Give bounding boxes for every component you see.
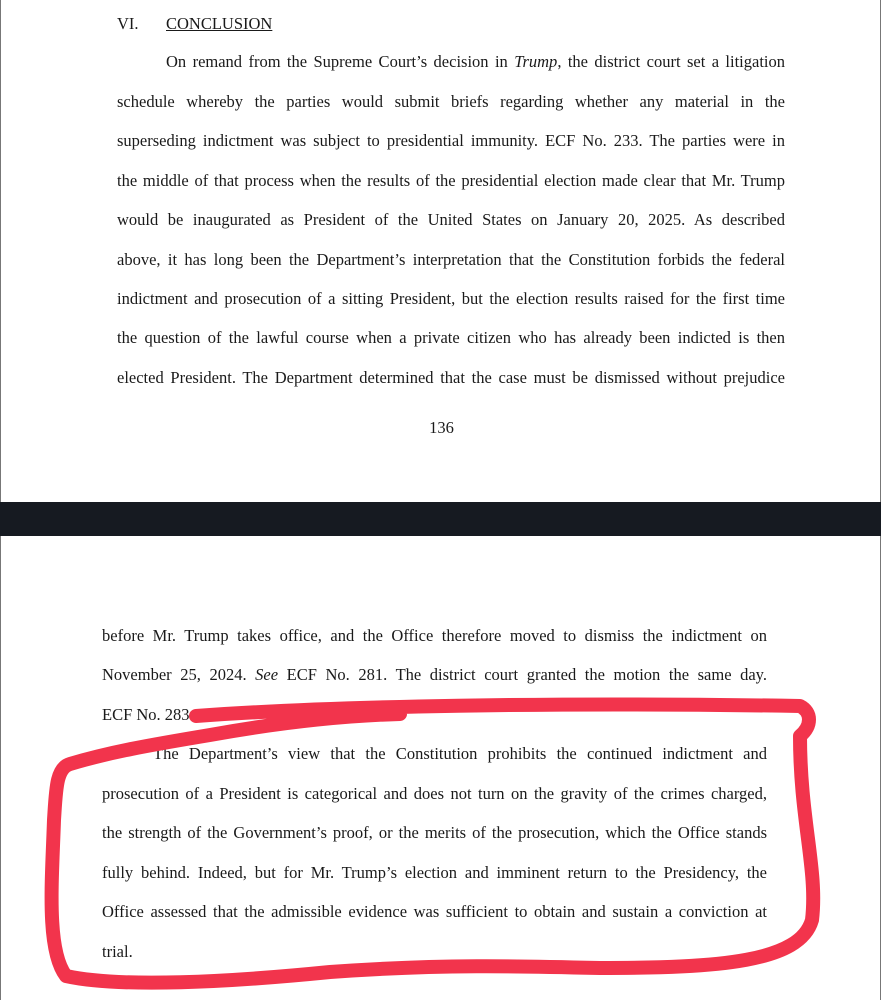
paragraph-line: above, it has long been the Department’s interpretation that the Constitution forbids the federal	[117, 250, 785, 269]
paragraph-line: the question of the lawful course when a private citizen who has already been indicted is then	[117, 328, 785, 347]
page-divider	[0, 502, 881, 536]
paragraph-line: prosecution of a President is categorical and does not turn on the gravity of the crimes charged,	[102, 784, 767, 803]
paragraph-line: before Mr. Trump takes office, and the Office therefore moved to dismiss the indictment on	[102, 626, 767, 645]
paragraph-line: ECF No. 283.	[102, 705, 194, 724]
paragraph-line: schedule whereby the parties would submit briefs regarding whether any material in the	[117, 92, 785, 111]
paragraph-line: The Department’s view that the Constitution prohibits the continued indictment and	[153, 744, 767, 763]
document-page-bottom	[0, 536, 881, 1000]
paragraph-line: would be inaugurated as President of the United States on January 20, 2025. As described	[117, 210, 785, 229]
paragraph-line: superseding indictment was subject to presidential immunity. ECF No. 233. The parties were in	[117, 131, 785, 150]
paragraph-line: the strength of the Government’s proof, or the merits of the prosecution, which the Office stands	[102, 823, 767, 842]
paragraph-line: Office assessed that the admissible evidence was sufficient to obtain and sustain a conviction at	[102, 902, 767, 921]
paragraph-line: elected President. The Department determined that the case must be dismissed without prejudice	[117, 368, 785, 387]
paragraph-line: trial.	[102, 942, 133, 961]
page-number: 136	[429, 418, 454, 437]
paragraph-line: fully behind. Indeed, but for Mr. Trump’s election and imminent return to the Presidency, the	[102, 863, 767, 882]
paragraph-line: On remand from the Supreme Court’s decision in Trump, the district court set a litigation	[166, 52, 785, 71]
paragraph-line: indictment and prosecution of a sitting President, but the election results raised for the first time	[117, 289, 785, 308]
paragraph-line: the middle of that process when the results of the presidential election made clear that Mr. Trump	[117, 171, 785, 190]
section-number: VI.	[117, 14, 139, 33]
paragraph-line: November 25, 2024. See ECF No. 281. The district court granted the motion the same day.	[102, 665, 767, 684]
section-heading: CONCLUSION	[166, 14, 273, 33]
